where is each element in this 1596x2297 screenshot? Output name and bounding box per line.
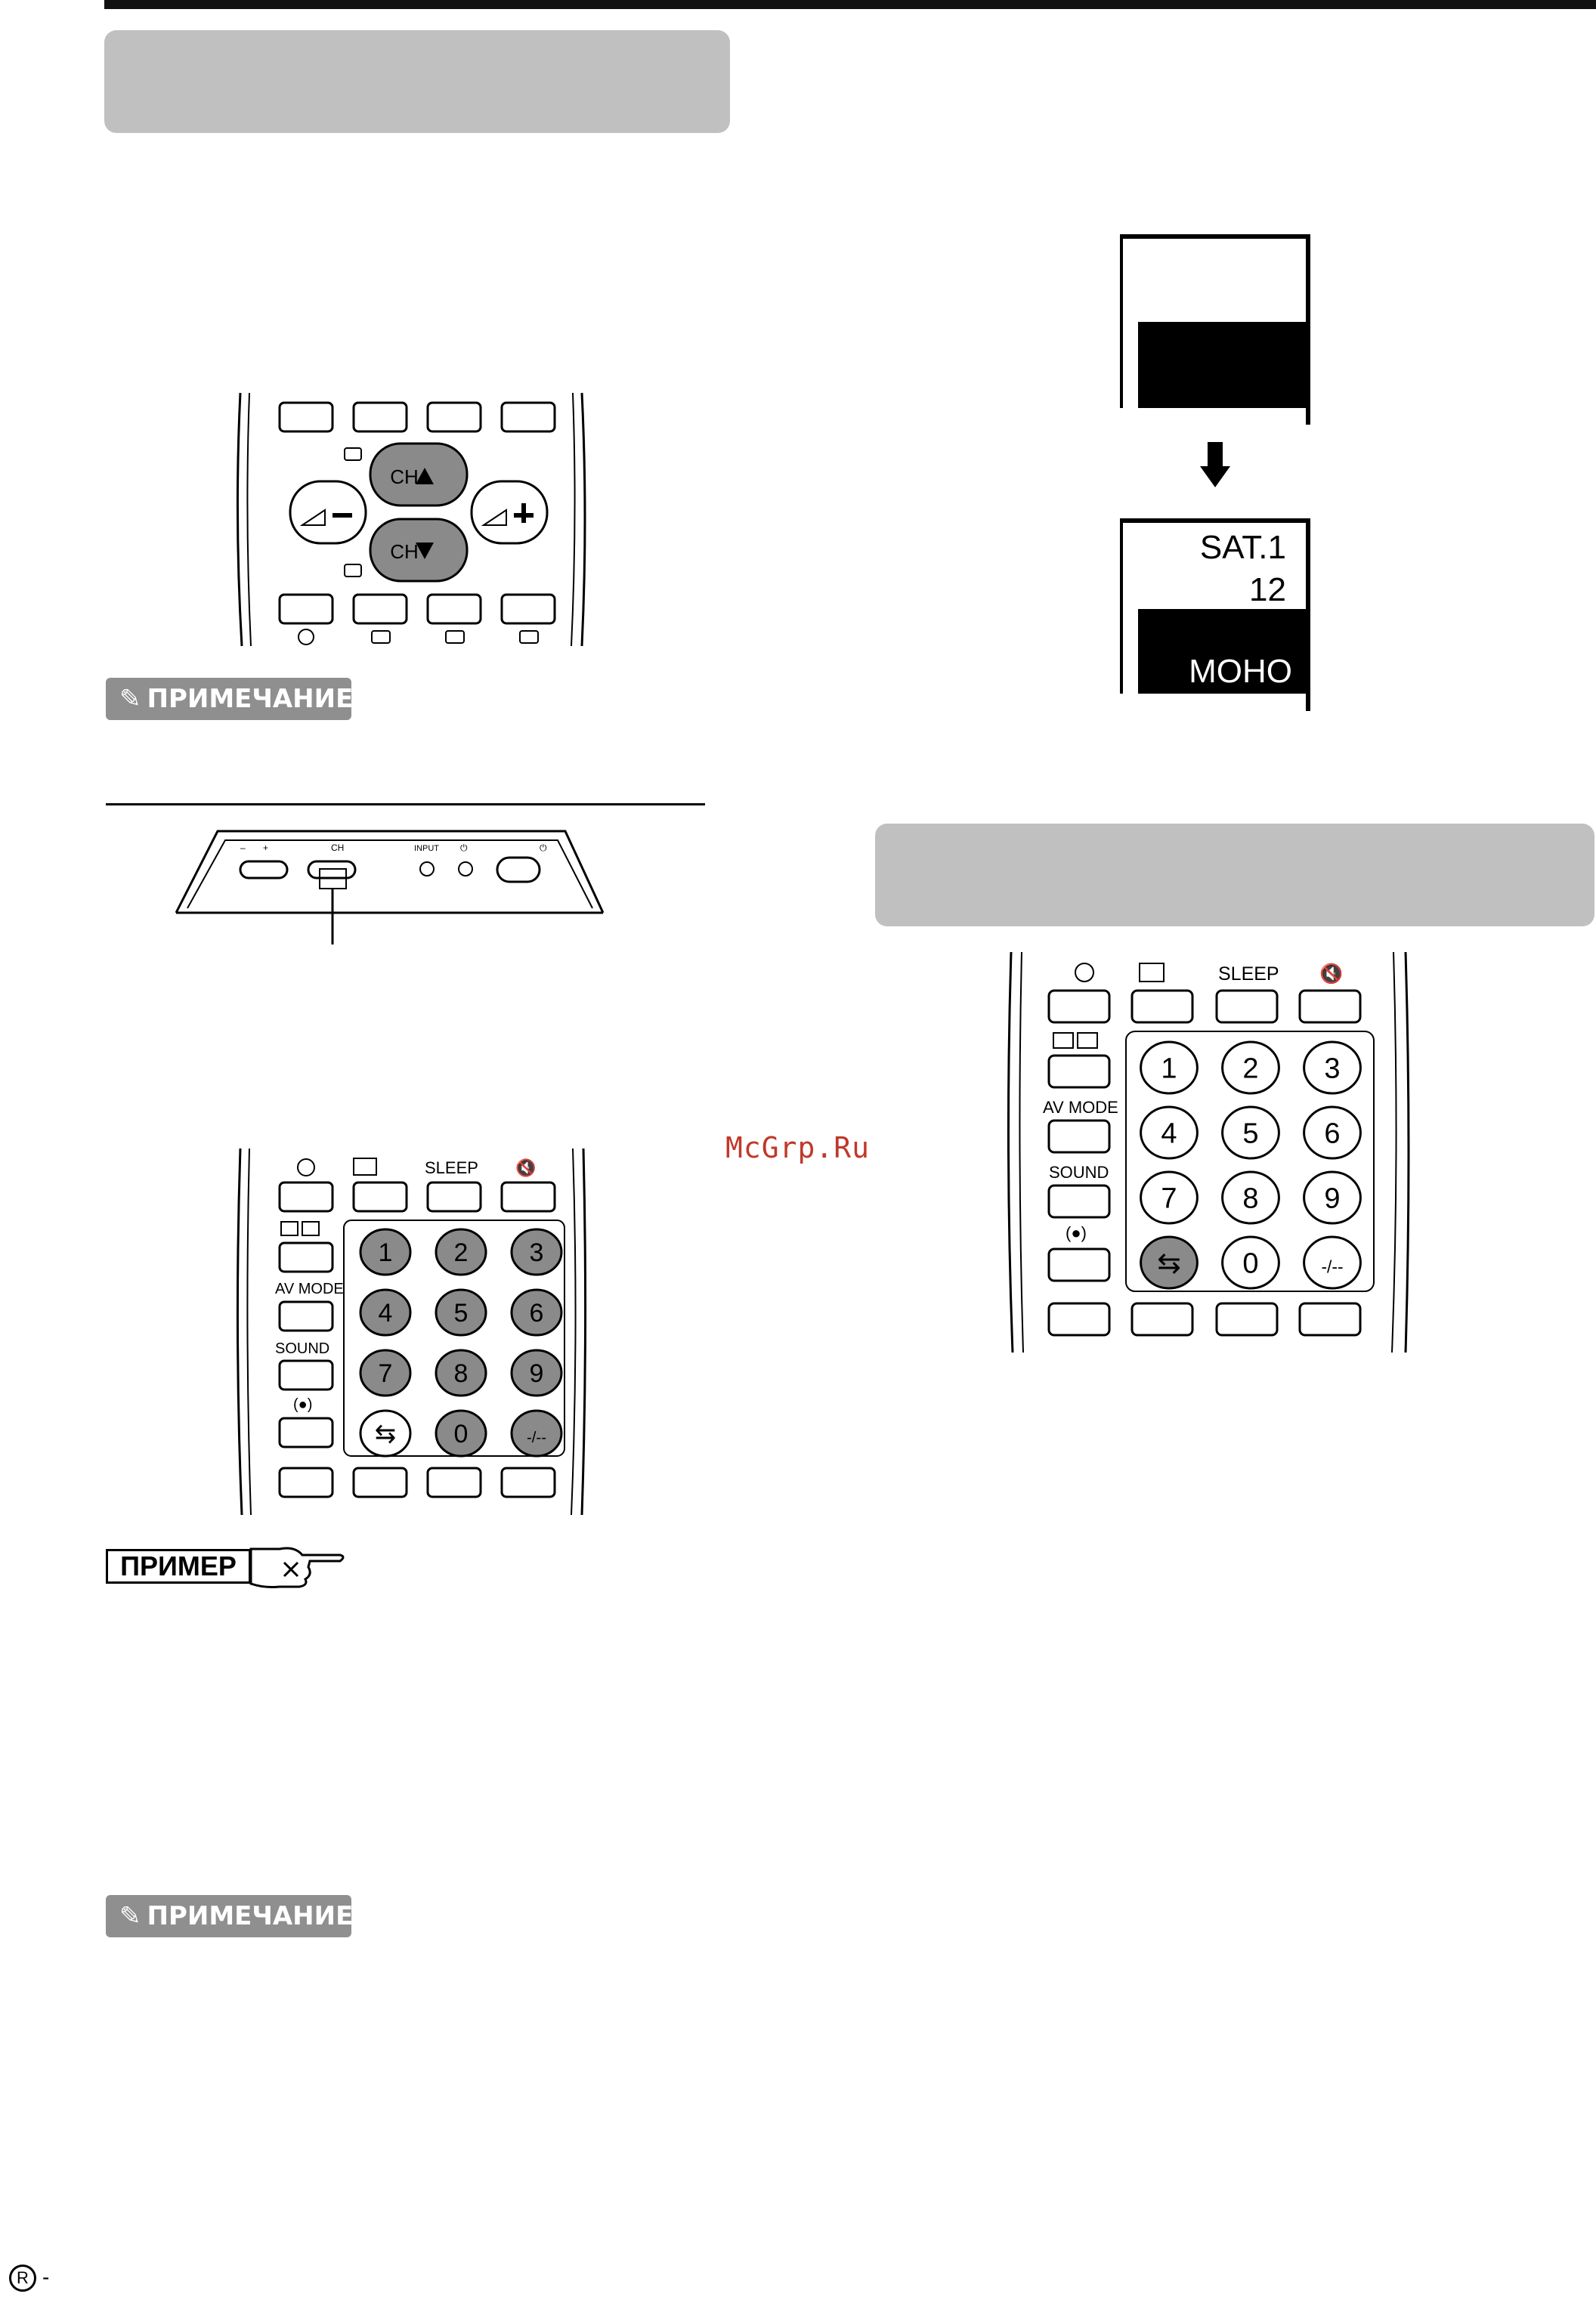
osd-dark-band bbox=[1138, 322, 1306, 408]
input-button[interactable] bbox=[420, 862, 434, 876]
surround-button[interactable] bbox=[280, 1418, 332, 1447]
digit-label-4: 4 bbox=[378, 1299, 393, 1328]
teletext-icon bbox=[345, 564, 361, 577]
volume-down-button[interactable] bbox=[290, 481, 366, 543]
svg-text:(●): (●) bbox=[293, 1396, 313, 1413]
bottom-button-4[interactable] bbox=[1300, 1303, 1360, 1335]
osd-sound-mode: МОНО bbox=[1189, 653, 1292, 690]
subtitle-icon bbox=[298, 629, 314, 645]
sound-button[interactable] bbox=[280, 1361, 332, 1390]
svg-text:INPUT: INPUT bbox=[414, 844, 439, 853]
digit-label-flashback: ⇆ bbox=[1157, 1247, 1181, 1280]
osd-channel-name: SAT.1 bbox=[1199, 529, 1286, 566]
power-button[interactable] bbox=[497, 858, 540, 882]
watermark: McGrp.Ru bbox=[725, 1131, 871, 1164]
svg-text:SLEEP: SLEEP bbox=[425, 1158, 478, 1177]
divider bbox=[106, 803, 705, 805]
section-header-left bbox=[104, 30, 730, 133]
digit-label-8: 8 bbox=[1242, 1183, 1259, 1215]
teletext-icon bbox=[446, 631, 464, 643]
page-number-dash: - bbox=[42, 2265, 50, 2289]
sleep-button[interactable] bbox=[1217, 991, 1277, 1022]
digit-label-1: 1 bbox=[1161, 1053, 1177, 1085]
bottom-button-2[interactable] bbox=[1132, 1303, 1192, 1335]
digit-label-7: 7 bbox=[378, 1359, 393, 1389]
pointing-hand-icon bbox=[249, 1540, 348, 1593]
wide-icon bbox=[281, 1222, 298, 1235]
digit-label-2: 2 bbox=[1242, 1053, 1259, 1085]
paperclip-icon: ✎ bbox=[119, 684, 141, 714]
mute-button[interactable] bbox=[502, 1183, 555, 1211]
svg-text:SLEEP: SLEEP bbox=[1218, 963, 1279, 985]
digit-label-7: 7 bbox=[1161, 1183, 1177, 1215]
av-mode-button[interactable] bbox=[280, 1302, 332, 1331]
svg-text:AV MODE: AV MODE bbox=[1043, 1098, 1118, 1117]
wide-button[interactable] bbox=[280, 1243, 332, 1272]
bottom-button-1[interactable] bbox=[280, 1468, 332, 1497]
wide-icon bbox=[1053, 1033, 1073, 1048]
digit-label-3: 3 bbox=[1324, 1053, 1341, 1085]
picture-button[interactable] bbox=[280, 1183, 332, 1211]
digit-label-2: 2 bbox=[453, 1238, 469, 1268]
mute-icon: 🔇 bbox=[515, 1158, 537, 1177]
digit-label-1: 1 bbox=[378, 1238, 393, 1268]
bottom-button-3[interactable] bbox=[428, 1468, 481, 1497]
svg-text:+: + bbox=[263, 842, 269, 853]
freeze-button[interactable] bbox=[1132, 991, 1192, 1022]
digit-label-8: 8 bbox=[453, 1359, 469, 1389]
digit-label-flashback: ⇆ bbox=[374, 1420, 397, 1449]
picture-button[interactable] bbox=[1049, 991, 1109, 1022]
digit-label-6: 6 bbox=[529, 1299, 544, 1328]
color-button-1[interactable] bbox=[280, 403, 332, 431]
paperclip-icon: ✎ bbox=[119, 1901, 141, 1931]
function-button-1[interactable] bbox=[280, 595, 332, 623]
digit-label-0: 0 bbox=[453, 1420, 469, 1449]
bottom-button-3[interactable] bbox=[1217, 1303, 1277, 1335]
surround-button[interactable] bbox=[1049, 1249, 1109, 1281]
svg-text:(●): (●) bbox=[1066, 1223, 1087, 1242]
svg-text:⏻: ⏻ bbox=[460, 842, 468, 853]
sleep-button[interactable] bbox=[428, 1183, 481, 1211]
ch-down-button[interactable] bbox=[370, 519, 467, 581]
digit-label-6: 6 bbox=[1324, 1118, 1341, 1150]
svg-text:CH: CH bbox=[390, 540, 419, 563]
teletext-icon bbox=[1078, 1033, 1097, 1048]
sound-button[interactable] bbox=[1049, 1186, 1109, 1217]
digit-label-9: 9 bbox=[1324, 1183, 1341, 1215]
digit-label-5: 5 bbox=[1242, 1118, 1259, 1150]
teletext-icon bbox=[345, 448, 361, 460]
mute-icon: 🔇 bbox=[1319, 963, 1344, 985]
svg-text:SOUND: SOUND bbox=[1049, 1163, 1109, 1182]
digit-label-5: 5 bbox=[453, 1299, 469, 1328]
function-button-4[interactable] bbox=[502, 595, 555, 623]
svg-text:–: – bbox=[240, 842, 246, 853]
osd-channel-number: 12 bbox=[1249, 571, 1286, 608]
function-button-2[interactable] bbox=[354, 595, 407, 623]
color-button-2[interactable] bbox=[354, 403, 407, 431]
svg-text:CH: CH bbox=[390, 465, 419, 488]
digit-label-dash: -/-- bbox=[1321, 1257, 1344, 1277]
teletext-icon bbox=[520, 631, 538, 643]
digit-label-3: 3 bbox=[529, 1238, 544, 1268]
picture-icon bbox=[298, 1159, 314, 1176]
ch-up-button[interactable] bbox=[370, 444, 467, 505]
svg-text:SOUND: SOUND bbox=[275, 1340, 330, 1357]
color-button-4[interactable] bbox=[502, 403, 555, 431]
volume-rocker[interactable] bbox=[240, 861, 287, 878]
color-button-3[interactable] bbox=[428, 403, 481, 431]
svg-text:AV MODE: AV MODE bbox=[275, 1281, 344, 1297]
bottom-button-2[interactable] bbox=[354, 1468, 407, 1497]
note-badge: ✎ ПРИМЕЧАНИЕ bbox=[106, 678, 351, 720]
wide-button[interactable] bbox=[1049, 1056, 1109, 1087]
mute-button[interactable] bbox=[1300, 991, 1360, 1022]
top-rule bbox=[104, 0, 1596, 9]
osd-box-before bbox=[1120, 234, 1310, 425]
svg-text:⏻: ⏻ bbox=[540, 842, 547, 853]
digit-label-dash: -/-- bbox=[526, 1430, 547, 1447]
freeze-button[interactable] bbox=[354, 1183, 407, 1211]
teletext-icon bbox=[372, 631, 390, 643]
arrow-down-icon bbox=[1199, 442, 1232, 489]
freeze-icon bbox=[354, 1158, 376, 1175]
note-badge: ✎ ПРИМЕЧАНИЕ bbox=[106, 1895, 351, 1937]
example-badge: ПРИМЕР bbox=[106, 1549, 251, 1584]
function-button-3[interactable] bbox=[428, 595, 481, 623]
digit-label-9: 9 bbox=[529, 1359, 544, 1389]
osd-box-after bbox=[1120, 518, 1310, 711]
bottom-button-4[interactable] bbox=[502, 1468, 555, 1497]
remote-keypad-left-illustration bbox=[227, 1145, 605, 1519]
section-header-right bbox=[875, 824, 1594, 926]
digit-label-4: 4 bbox=[1161, 1118, 1177, 1150]
freeze-icon bbox=[1140, 963, 1164, 982]
bottom-button-1[interactable] bbox=[1049, 1303, 1109, 1335]
tv-panel-illustration bbox=[172, 824, 618, 944]
standby-button[interactable] bbox=[459, 862, 472, 876]
volume-up-button[interactable] bbox=[472, 481, 547, 543]
svg-text:CH: CH bbox=[331, 842, 345, 853]
remote-keypad-right-illustration bbox=[998, 948, 1421, 1356]
teletext-icon bbox=[302, 1222, 319, 1235]
picture-icon bbox=[1075, 963, 1093, 982]
digit-label-0: 0 bbox=[1242, 1247, 1259, 1280]
remote-channel-buttons-illustration bbox=[227, 389, 605, 650]
region-mark: R bbox=[9, 2265, 36, 2292]
av-mode-button[interactable] bbox=[1049, 1121, 1109, 1152]
